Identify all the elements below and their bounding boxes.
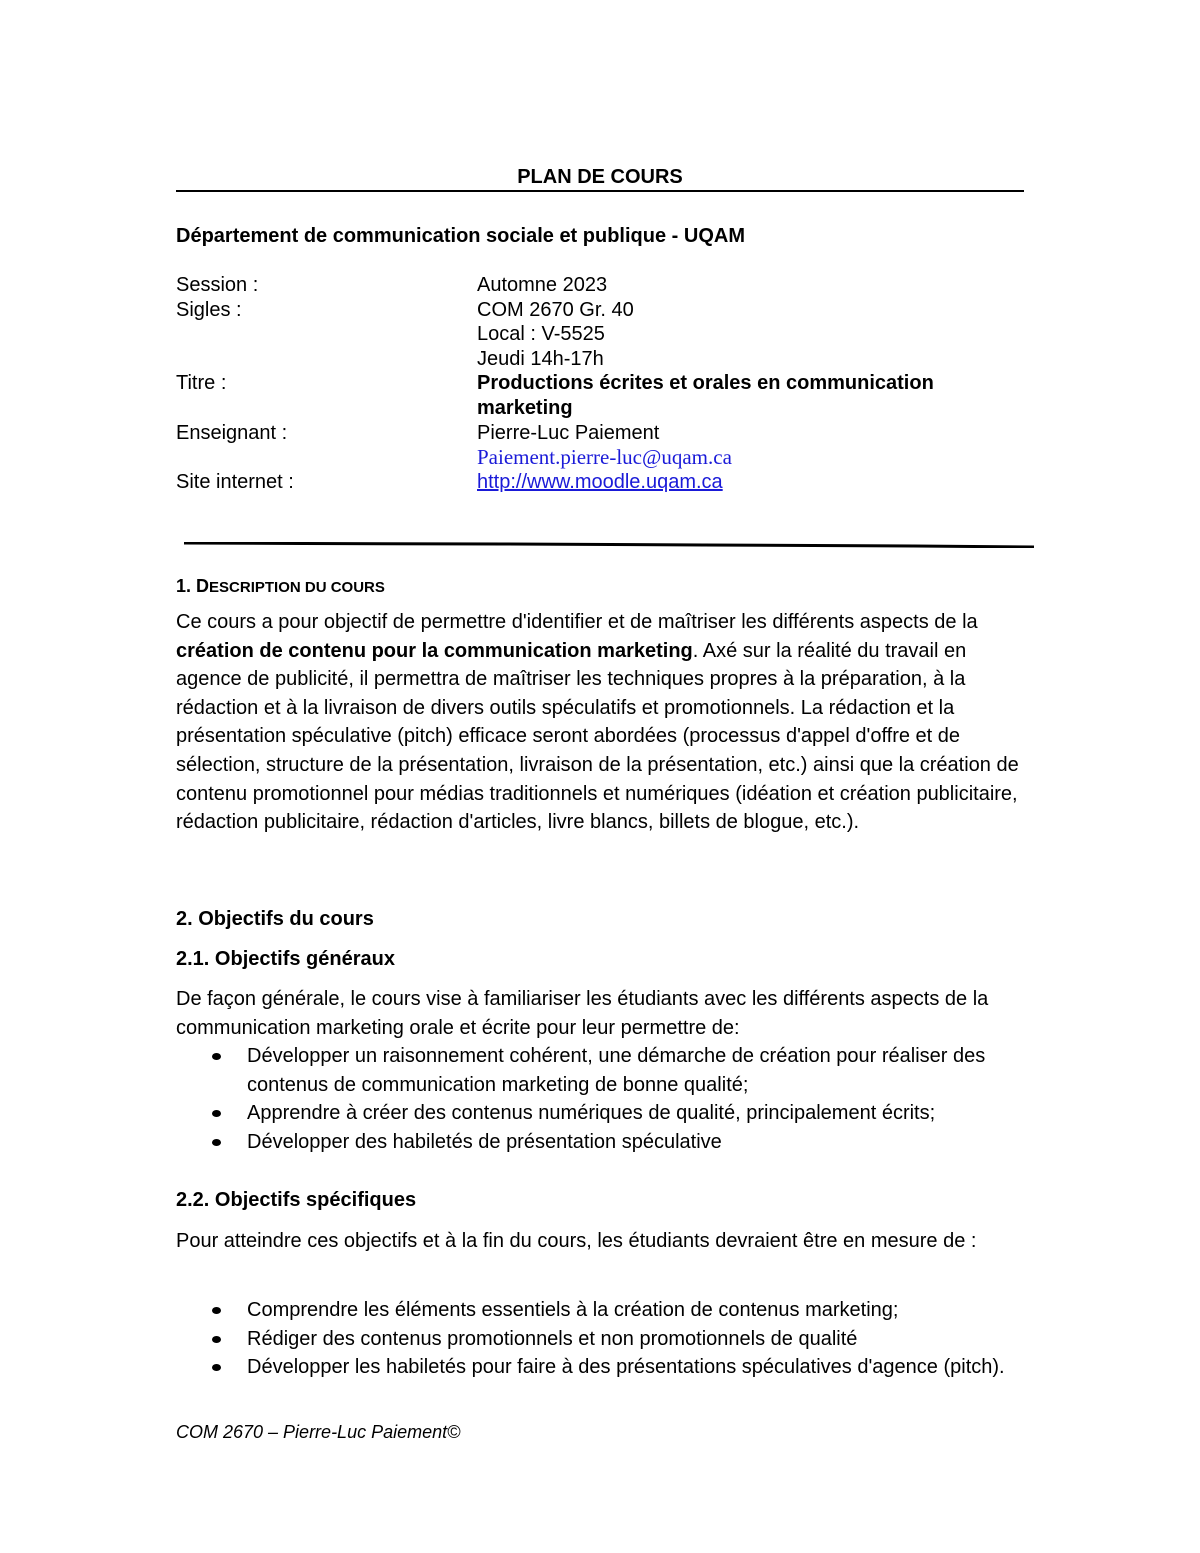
list-item: Apprendre à créer des contenus numériques de qualité, principalement écrits; (176, 1099, 1026, 1128)
section-2-2-heading: 2.2. Objectifs spécifiques (176, 1189, 417, 1211)
enseignant-label: Enseignant : (176, 421, 288, 444)
info-row-sigles (176, 298, 1026, 323)
list-item: Développer un raisonnement cohérent, une démarche de création pour réaliser des contenus de communication marketing de bonne qualité; (176, 1042, 1026, 1099)
department-heading: Département de communication sociale et publique - UQAM (176, 225, 745, 247)
titre-label: Titre : (176, 372, 227, 395)
horaire-value: Jeudi 14h-17h (477, 347, 604, 370)
list-item: Comprendre les éléments essentiels à la création de contenus marketing; (176, 1296, 1026, 1325)
section-divider (184, 542, 1034, 547)
site-label: Site internet : (176, 470, 294, 493)
list-item: Rédiger des contenus promotionnels et non promotionnels de qualité (176, 1325, 1026, 1354)
sigles-label: Sigles : (176, 298, 242, 321)
list-item: Développer les habiletés pour faire à des présentations spéculatives d'agence (pitch). (176, 1353, 1026, 1382)
info-row-site (176, 470, 1026, 495)
course-description: Ce cours a pour objectif de permettre d'identifier et de maîtriser les différents aspects de la création de contenu pour la communication marketing. Axé sur la réalité du travail en agence de publicité, il permettra de maîtriser les techniques propres à la préparation, à la rédaction et à la livraison de divers outils spéculatifs et promotionnels. La rédaction et la présentation spéculative (pitch) efficace seront abordées (processus d'appel d'offre et de sélection, structure de la présentation, livraison de la présentation, etc.) ainsi que la création de contenu promotionnel pour médias traditionnels et numériques (idéation et création publicitaire, rédaction publicitaire, rédaction d'articles, livre blancs, billets de blogue, etc.). (176, 611, 1019, 834)
local-value: Local : V-5525 (477, 323, 605, 346)
page-footer: COM 2670 – Pierre-Luc Paiement© (176, 1422, 461, 1442)
list-item: Développer des habiletés de présentation spéculative (176, 1128, 1026, 1157)
info-row-session (176, 273, 1026, 298)
email-link[interactable]: Paiement.pierre-luc@uqam.ca (477, 445, 732, 470)
page-title: PLAN DE COURS (517, 166, 683, 188)
section-2-heading: 2. Objectifs du cours (176, 908, 374, 930)
section-2-1-heading: 2.1. Objectifs généraux (176, 948, 395, 970)
general-objectives-list (176, 1042, 1026, 1156)
enseignant-value: Pierre-Luc Paiement (477, 421, 660, 444)
specific-objectives-intro: Pour atteindre ces objectifs et à la fin du cours, les étudiants devraient être en mesure de : (176, 1230, 977, 1252)
info-row-horaire (176, 347, 1026, 372)
titre-value: Productions écrites et orales en communication marketing (477, 372, 934, 419)
general-objectives-intro: De façon générale, le cours vise à familiariser les étudiants avec les différents aspects de la communication marketing orale et écrite pour leur permettre de: (176, 988, 989, 1039)
sigles-value: COM 2670 Gr. 40 (477, 298, 634, 321)
site-link[interactable]: http://www.moodle.uqam.ca (477, 470, 723, 493)
info-row-titre (176, 371, 1026, 420)
title-underline (176, 190, 1024, 192)
info-row-local (176, 322, 1026, 347)
section-1-heading: 1. DESCRIPTION DU COURS (176, 576, 385, 596)
info-row-email (176, 445, 1026, 470)
course-info-table (176, 273, 1026, 494)
specific-objectives-list (176, 1296, 1026, 1382)
session-label: Session : (176, 274, 259, 296)
session-value: Automne 2023 (477, 274, 608, 296)
info-row-enseignant (176, 421, 1026, 446)
